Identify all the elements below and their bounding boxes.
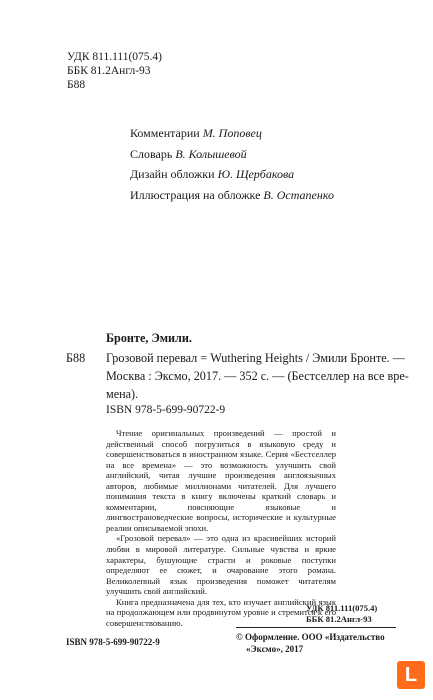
bib-line-2: Москва : Эксмо, 2017. — 352 с. — (Бестселлер на все вре- (106, 369, 409, 383)
copyright-line-2: «Эксмо», 2017 (246, 644, 304, 654)
annotation (106, 428, 336, 628)
credit-role: Дизайн обложки (130, 167, 215, 181)
divider (236, 627, 396, 628)
credit-name: Ю. Щербакова (217, 167, 295, 181)
annotation-paragraph: «Грозовой перевал» — это одна из красивейших историй любви в мировой литературе. Сильные чувства и яркие характеры, бушующие страсти и роковые поступки определяют ее сюжет, и очарование этого романа. Великолепный язык произведения поможет читателям улучшить свой английский. (106, 533, 336, 597)
footer-codes (306, 603, 377, 625)
classification-codes (67, 50, 162, 92)
credit-name: В. Колышевой (175, 146, 247, 161)
bbk-code: ББК 81.2Англ-93 (67, 65, 151, 77)
isbn: ISBN 978-5-699-90722-9 (106, 404, 226, 416)
credit-role: Комментарии (130, 126, 200, 140)
publisher-logo (397, 661, 425, 689)
annotation-paragraph: Книга предназначена для тех, кто изучает английский язык на продолжающем или продвинутом уровне и стремится к его совершенствованию. (106, 596, 336, 628)
credit-name: М. Поповец (202, 126, 262, 140)
copyright-line-1: © Оформление. ООО «Издательство (236, 632, 385, 642)
credit-dictionary (130, 144, 334, 165)
bib-line-3: мена). (106, 387, 139, 401)
credit-name: В. Остапенко (263, 187, 334, 202)
bib-author-mark: Б88 (66, 351, 86, 365)
footer-isbn: ISBN 978-5-699-90722-9 (66, 637, 160, 647)
author-mark: Б88 (67, 79, 86, 91)
udk-code: УДК 811.111(075.4) (67, 51, 162, 63)
logo-letter: L (404, 664, 418, 686)
bib-author: Бронте, Эмили. (106, 331, 192, 345)
credit-comments (130, 123, 334, 144)
footer-udk: УДК 811.111(075.4) (306, 603, 378, 613)
credit-role: Словарь (130, 146, 173, 161)
credit-cover-design (130, 164, 334, 185)
credits-block (130, 123, 334, 205)
bib-line-1: Грозовой перевал = Wuthering Heights / Эмили Бронте. — (106, 351, 405, 365)
credit-role: Иллюстрация на обложке (130, 187, 261, 202)
annotation-paragraph: Чтение оригинальных произведений — простой и действенный способ погрузиться в языковую среду и совершенствоваться в иностранном языке. Серия «Бестселлер на все времена» — это возможность улучшить свой английский, читая лучшие произведения англоязычных авторов, любимые миллионами читателей. Для лучшего понимания текста в книгу включены краткий словарь и комментарии, поясняющие языковые и лингвострановедческие вопросы, исторические и культурные реалии описываемой эпохи. (106, 428, 336, 533)
credit-cover-illustration (130, 185, 334, 206)
footer-bbk: ББК 81.2Англ-93 (306, 614, 372, 624)
copyright (236, 631, 385, 655)
